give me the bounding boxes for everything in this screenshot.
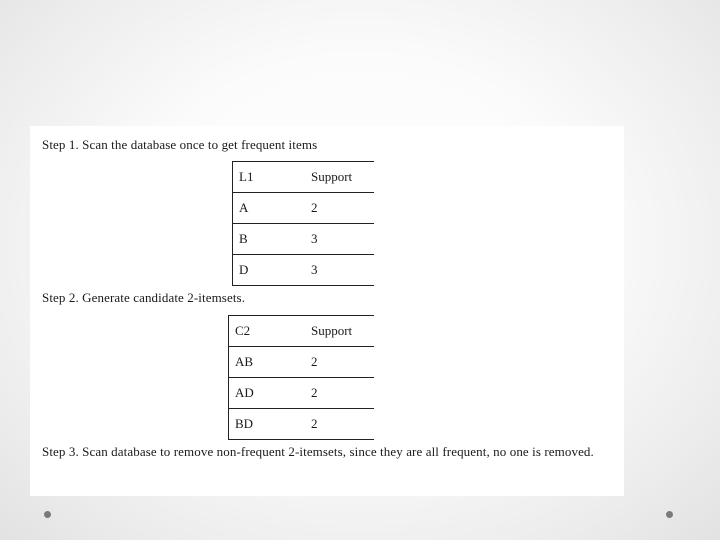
bullet-dot-icon [44,511,51,518]
step-3-text: Step 3. Scan database to remove non-frequent 2-itemsets, since they are all frequent, no one is removed. [42,444,594,459]
column-header-itemset: L1 [233,162,306,193]
step-1-text: Step 1. Scan the database once to get frequent items [42,137,318,152]
column-header-support: Support [305,316,374,347]
table-cell-support: 3 [305,255,374,286]
column-header-support: Support [305,162,374,193]
table-cell-support: 3 [305,224,374,255]
table-cell-itemset: AB [229,347,306,378]
candidate-itemsets-table [228,315,374,440]
table-row [229,347,375,378]
table-row [233,193,375,224]
table-row [233,224,375,255]
table-row [229,378,375,409]
step-2-text: Step 2. Generate candidate 2-itemsets. [42,290,246,305]
table-cell-support: 2 [305,409,374,440]
table-cell-support: 2 [305,378,374,409]
table-cell-itemset: D [233,255,306,286]
table-header-row [229,316,375,347]
table-header-row [233,162,375,193]
table-cell-support: 2 [305,193,374,224]
table-row [233,255,375,286]
content-panel [30,126,624,496]
table-cell-itemset: B [233,224,306,255]
table-cell-itemset: A [233,193,306,224]
bullet-dot-icon [666,511,673,518]
table-cell-itemset: AD [229,378,306,409]
table-cell-itemset: BD [229,409,306,440]
table-row [229,409,375,440]
column-header-itemset: C2 [229,316,306,347]
table-cell-support: 2 [305,347,374,378]
frequent-items-table [232,161,374,286]
